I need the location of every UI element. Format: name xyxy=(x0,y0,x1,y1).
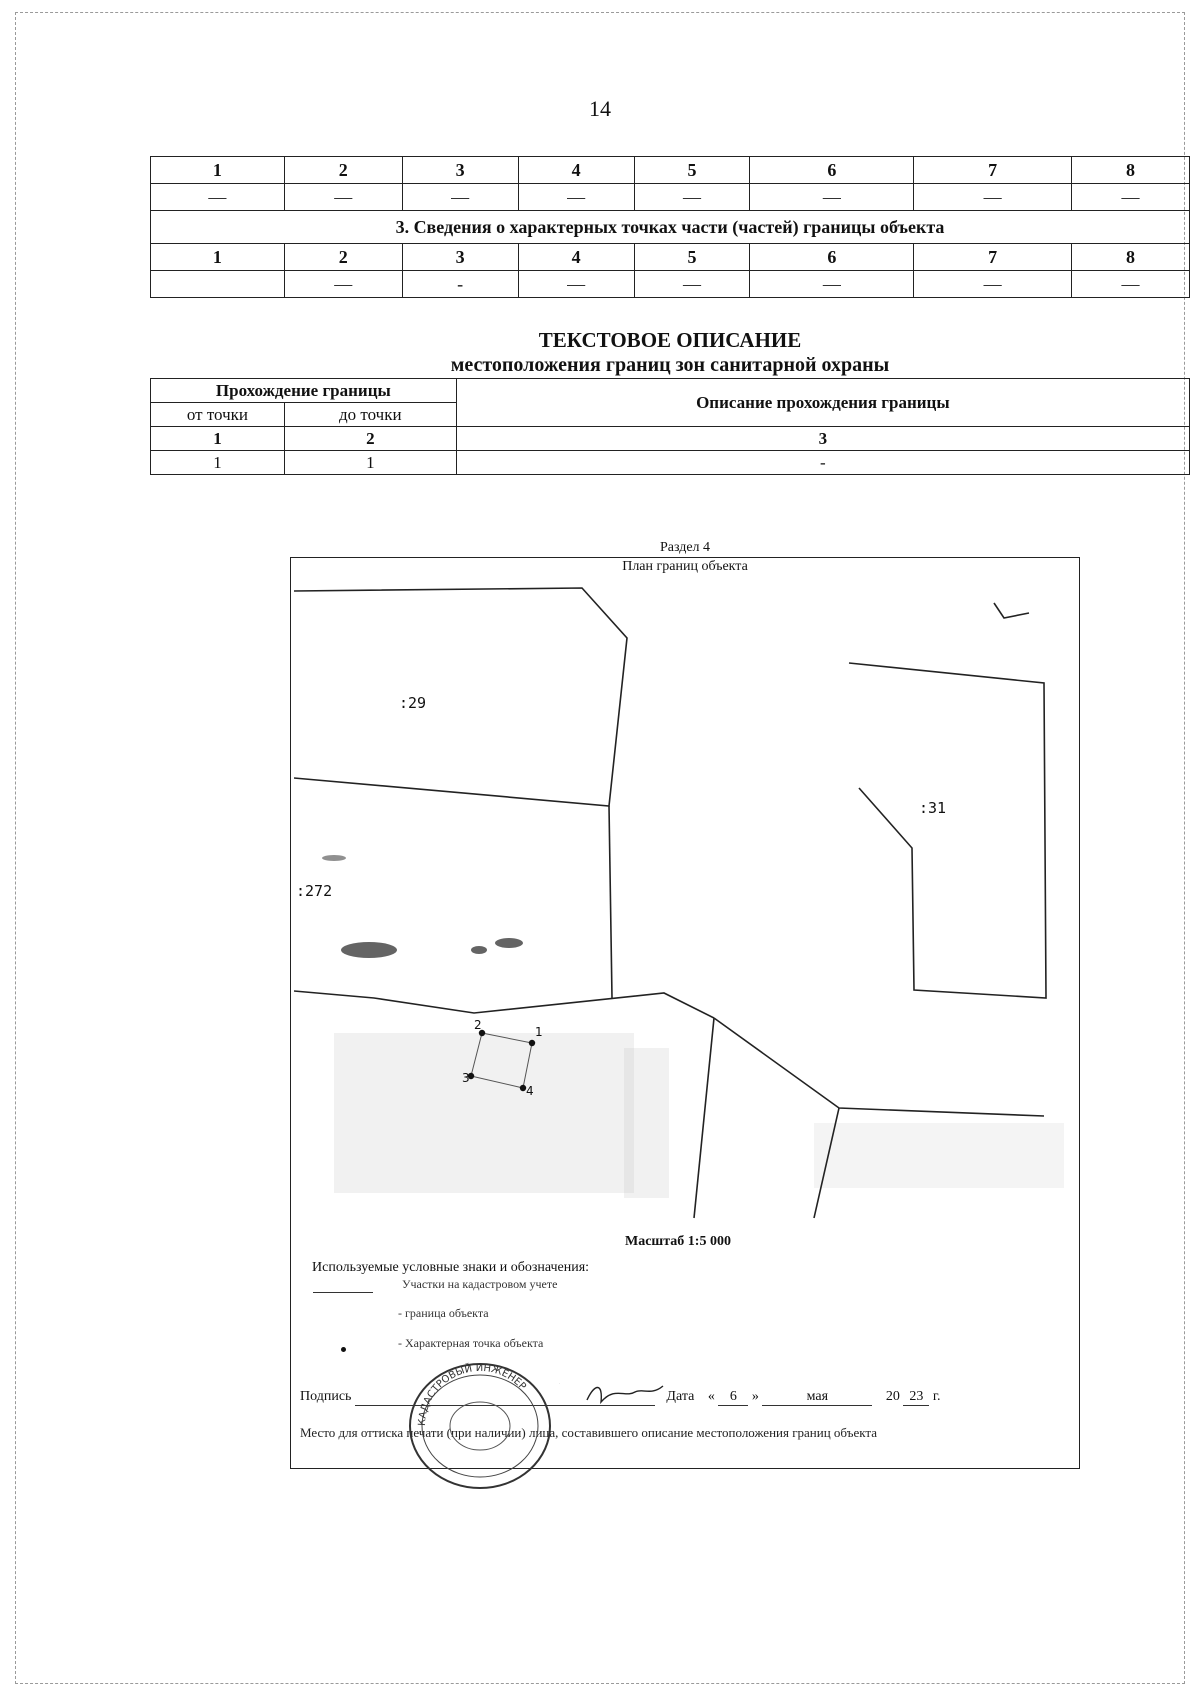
points-table xyxy=(150,156,1190,298)
to-point-cell: 1 xyxy=(284,451,456,475)
header-to: до точки xyxy=(284,403,456,427)
table-cell: — xyxy=(284,271,402,298)
text-description-title: ТЕКСТОВОЕ ОПИСАНИЕ xyxy=(538,328,802,352)
date-year-prefix: 20 xyxy=(885,1389,900,1404)
point-marker xyxy=(529,1040,535,1046)
description-cell: - xyxy=(456,451,1189,475)
point-label: 4 xyxy=(526,1084,534,1098)
table-header-row xyxy=(151,379,1190,403)
map-scale: Масштаб 1:5 000 xyxy=(625,1234,731,1249)
quote-open: « xyxy=(707,1389,715,1404)
table-cell: — xyxy=(402,184,518,211)
section-title: 3. Сведения о характерных точках части (частей) границы объекта xyxy=(151,211,1190,244)
table-cell: — xyxy=(1072,184,1190,211)
table-cell: — xyxy=(750,271,914,298)
table-header-row xyxy=(151,157,1190,184)
plan-section-label: Раздел 4 xyxy=(659,540,711,555)
column-header: 6 xyxy=(750,157,914,184)
column-header: 5 xyxy=(634,157,750,184)
section-row xyxy=(151,211,1190,244)
column-number: 2 xyxy=(284,427,456,451)
table-cell: — xyxy=(634,271,750,298)
column-number: 3 xyxy=(456,427,1189,451)
signature-label: Подпись xyxy=(300,1389,352,1404)
table-number-row xyxy=(151,427,1190,451)
column-header: 1 xyxy=(151,157,285,184)
parcel-31-boundary xyxy=(849,663,1046,998)
stamp-place-text: Место для оттиска печати (при наличии) лица, составившего описание местоположения границ объекта xyxy=(300,1425,877,1440)
legend-item: Участки на кадастровом учете xyxy=(402,1277,558,1291)
legend-item: - Характерная точка объекта xyxy=(398,1336,544,1350)
legend-line-sample xyxy=(313,1292,373,1293)
road-lower-left xyxy=(694,1018,714,1218)
handwritten-signature xyxy=(585,1378,665,1408)
date-year-unit: г. xyxy=(932,1389,941,1404)
table-cell: — xyxy=(914,184,1072,211)
table-cell: — xyxy=(151,184,285,211)
table-cell: — xyxy=(1072,271,1190,298)
point-label: 1 xyxy=(535,1025,543,1039)
date-day: 6 xyxy=(718,1389,748,1406)
text-description-subtitle: местоположения границ зон санитарной охраны xyxy=(450,354,890,376)
legend-point-sample xyxy=(341,1347,346,1352)
table-row xyxy=(151,451,1190,475)
corner-mark xyxy=(994,603,1029,618)
legend-item: - граница объекта xyxy=(398,1306,489,1320)
parcel-label: :29 xyxy=(399,694,427,712)
date-label: Дата xyxy=(666,1389,695,1404)
column-header: 5 xyxy=(634,244,750,271)
legend-title: Используемые условные знаки и обозначения: xyxy=(312,1260,590,1275)
parcel-label: :31 xyxy=(919,799,947,817)
quote-close: » xyxy=(751,1389,759,1404)
date-year-suffix: 23 xyxy=(903,1389,929,1406)
column-header: 3 xyxy=(402,244,518,271)
plan-title: План границ объекта xyxy=(622,559,748,574)
stamp-seal xyxy=(400,1356,560,1496)
table-cell: — xyxy=(914,271,1072,298)
parcel-29-boundary xyxy=(294,588,627,806)
table-cell: — xyxy=(750,184,914,211)
column-number: 1 xyxy=(151,427,285,451)
table-cell xyxy=(151,271,285,298)
table-row xyxy=(151,184,1190,211)
column-header: 4 xyxy=(518,244,634,271)
column-header: 4 xyxy=(518,157,634,184)
column-header: 3 xyxy=(402,157,518,184)
from-point-cell: 1 xyxy=(151,451,285,475)
parcel-label: :272 xyxy=(296,882,333,900)
cadastral-map xyxy=(294,578,1069,1233)
map-blots xyxy=(322,855,523,958)
table-cell: — xyxy=(284,184,402,211)
svg-text:КАДАСТРОВЫЙ ИНЖЕНЕР xyxy=(417,1362,528,1427)
southern-edge xyxy=(294,991,714,1018)
road-edge-left xyxy=(609,806,612,998)
point-label: 2 xyxy=(474,1018,482,1032)
table-cell: — xyxy=(634,184,750,211)
table-cell: — xyxy=(518,184,634,211)
column-header: 8 xyxy=(1072,244,1190,271)
header-passage: Прохождение границы xyxy=(151,379,457,403)
page-number: 14 xyxy=(589,96,611,121)
column-header: 2 xyxy=(284,157,402,184)
column-header: 7 xyxy=(914,157,1072,184)
column-header: 6 xyxy=(750,244,914,271)
description-table xyxy=(150,378,1190,475)
table-row xyxy=(151,271,1190,298)
column-header: 2 xyxy=(284,244,402,271)
table-cell: - xyxy=(402,271,518,298)
point-label: 3 xyxy=(462,1071,470,1085)
table-cell: — xyxy=(518,271,634,298)
header-description: Описание прохождения границы xyxy=(456,379,1189,427)
column-header: 8 xyxy=(1072,157,1190,184)
column-header: 7 xyxy=(914,244,1072,271)
road-diagonal xyxy=(714,1018,1044,1116)
column-header: 1 xyxy=(151,244,285,271)
header-from: от точки xyxy=(151,403,285,427)
stamp-text: КАДАСТРОВЫЙ ИНЖЕНЕР xyxy=(416,1362,528,1427)
date-month: мая xyxy=(762,1389,872,1406)
table-header-row xyxy=(151,244,1190,271)
